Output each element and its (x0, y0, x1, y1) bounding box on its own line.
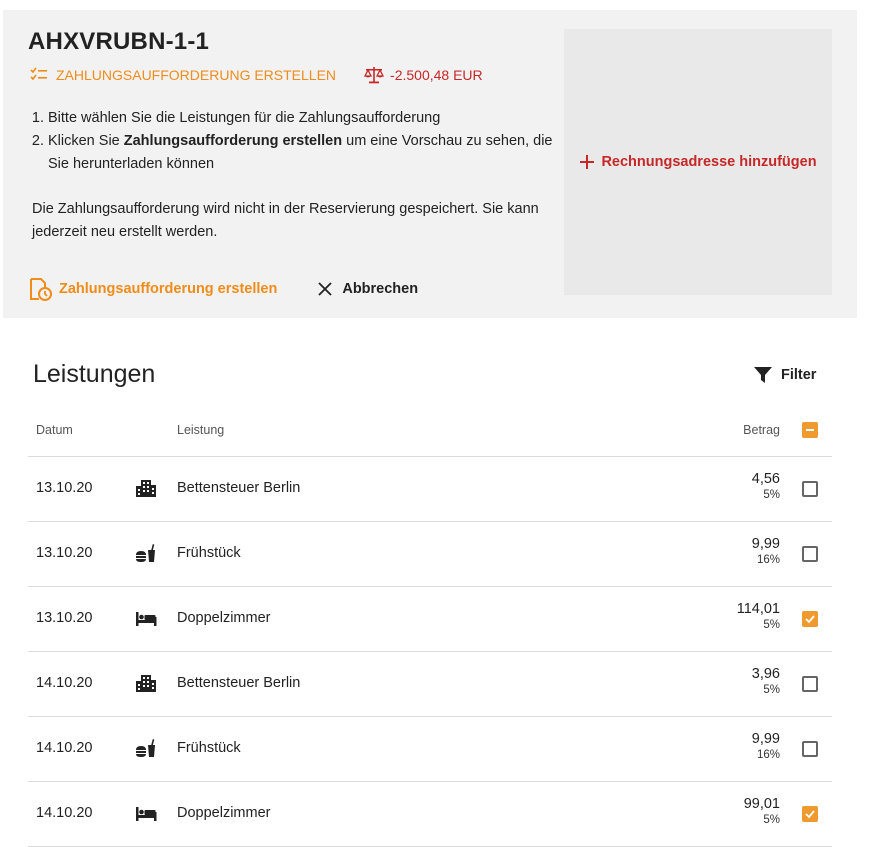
row-amount-value: 114,01 (736, 601, 780, 617)
row-checkbox[interactable] (802, 676, 818, 692)
row-amount-value: 9,99 (751, 731, 780, 747)
column-service: Leistung (177, 423, 225, 437)
header-subline (30, 66, 483, 84)
instruction-note: Die Zahlungsaufforderung wird nicht in der Reservierung gespeichert. Sie kann jederzeit neu erstellt werden. (32, 201, 539, 240)
check-icon (804, 808, 816, 820)
services-title: Leistungen (33, 360, 156, 388)
row-amount (744, 796, 780, 829)
create-payment-request-label: Zahlungsaufforderung erstellen (59, 281, 278, 297)
row-date: 13.10.20 (36, 480, 93, 496)
row-vat: 5% (763, 814, 780, 826)
city-tax-icon (135, 673, 157, 693)
page-title: AHXVRUBN-1-1 (28, 28, 210, 55)
bed-icon (135, 608, 157, 628)
row-date: 13.10.20 (36, 610, 93, 626)
select-all-checkbox[interactable] (802, 422, 818, 438)
services-table (28, 410, 832, 847)
row-vat: 5% (763, 489, 780, 501)
add-billing-address-label: Rechnungsadresse hinzufügen (601, 154, 817, 170)
instruction-step-1: 1. Bitte wählen Sie die Leistungen für die Zahlungsaufforderung (48, 107, 562, 130)
row-amount-value: 99,01 (743, 796, 780, 812)
check-icon (804, 613, 816, 625)
checklist-icon (30, 67, 48, 83)
instruction-step-2: 2. Klicken Sie Zahlungsaufforderung erstellen um eine Vorschau zu sehen, die Sie herunterladen können (48, 130, 562, 176)
row-amount (752, 536, 780, 569)
payment-request-action[interactable] (30, 67, 336, 83)
balance-amount: -2.500,48 EUR (390, 67, 483, 83)
billing-address-box (564, 29, 832, 295)
row-amount (752, 666, 780, 699)
row-amount-value: 4,56 (751, 471, 780, 487)
filter-icon (753, 365, 773, 385)
row-service: Bettensteuer Berlin (177, 480, 301, 496)
add-billing-address-button[interactable] (579, 154, 816, 170)
row-vat: 16% (756, 554, 780, 566)
filter-label: Filter (781, 367, 817, 383)
row-checkbox[interactable] (802, 546, 818, 562)
row-service: Doppelzimmer (177, 805, 271, 821)
row-service: Frühstück (177, 740, 241, 756)
filter-button[interactable] (753, 365, 816, 385)
table-body (28, 457, 832, 847)
row-checkbox[interactable] (802, 741, 818, 757)
row-amount (737, 601, 780, 634)
close-icon (317, 281, 333, 297)
row-date: 13.10.20 (36, 545, 93, 561)
row-vat: 5% (763, 619, 780, 631)
create-payment-request-button[interactable] (28, 277, 277, 301)
action-buttons (28, 277, 418, 301)
column-amount: Betrag (743, 423, 780, 437)
table-row[interactable] (28, 717, 832, 782)
breakfast-icon (135, 543, 157, 563)
row-date: 14.10.20 (36, 805, 93, 821)
column-date: Datum (36, 423, 73, 437)
row-service: Doppelzimmer (177, 610, 271, 626)
cancel-button[interactable] (317, 281, 418, 297)
payment-request-action-label: ZAHLUNGSAUFFORDERUNG ERSTELLEN (56, 67, 337, 83)
scale-icon (364, 66, 384, 84)
row-date: 14.10.20 (36, 740, 93, 756)
instruction-steps (32, 107, 562, 176)
row-amount (752, 471, 780, 504)
balance-display (364, 66, 483, 84)
row-checkbox[interactable] (802, 611, 818, 627)
row-checkbox[interactable] (802, 481, 818, 497)
breakfast-icon (135, 738, 157, 758)
row-service: Bettensteuer Berlin (177, 675, 301, 691)
table-row[interactable] (28, 522, 832, 587)
table-row[interactable] (28, 587, 832, 652)
row-service: Frühstück (177, 545, 241, 561)
table-row[interactable] (28, 457, 832, 522)
table-header (28, 410, 832, 457)
minus-icon (804, 424, 816, 436)
table-row[interactable] (28, 652, 832, 717)
document-clock-icon (28, 277, 52, 301)
instruction-step-2-emphasis: Zahlungsaufforderung erstellen (123, 133, 343, 149)
instructions (32, 107, 562, 244)
bed-icon (135, 803, 157, 823)
city-tax-icon (135, 478, 157, 498)
row-vat: 5% (763, 684, 780, 696)
row-vat: 16% (756, 749, 780, 761)
row-checkbox[interactable] (802, 806, 818, 822)
table-row[interactable] (28, 782, 832, 847)
row-amount-value: 3,96 (751, 666, 780, 682)
row-amount-value: 9,99 (751, 536, 780, 552)
plus-icon (579, 154, 595, 170)
row-amount (752, 731, 780, 764)
row-date: 14.10.20 (36, 675, 93, 691)
cancel-label: Abbrechen (342, 281, 419, 297)
